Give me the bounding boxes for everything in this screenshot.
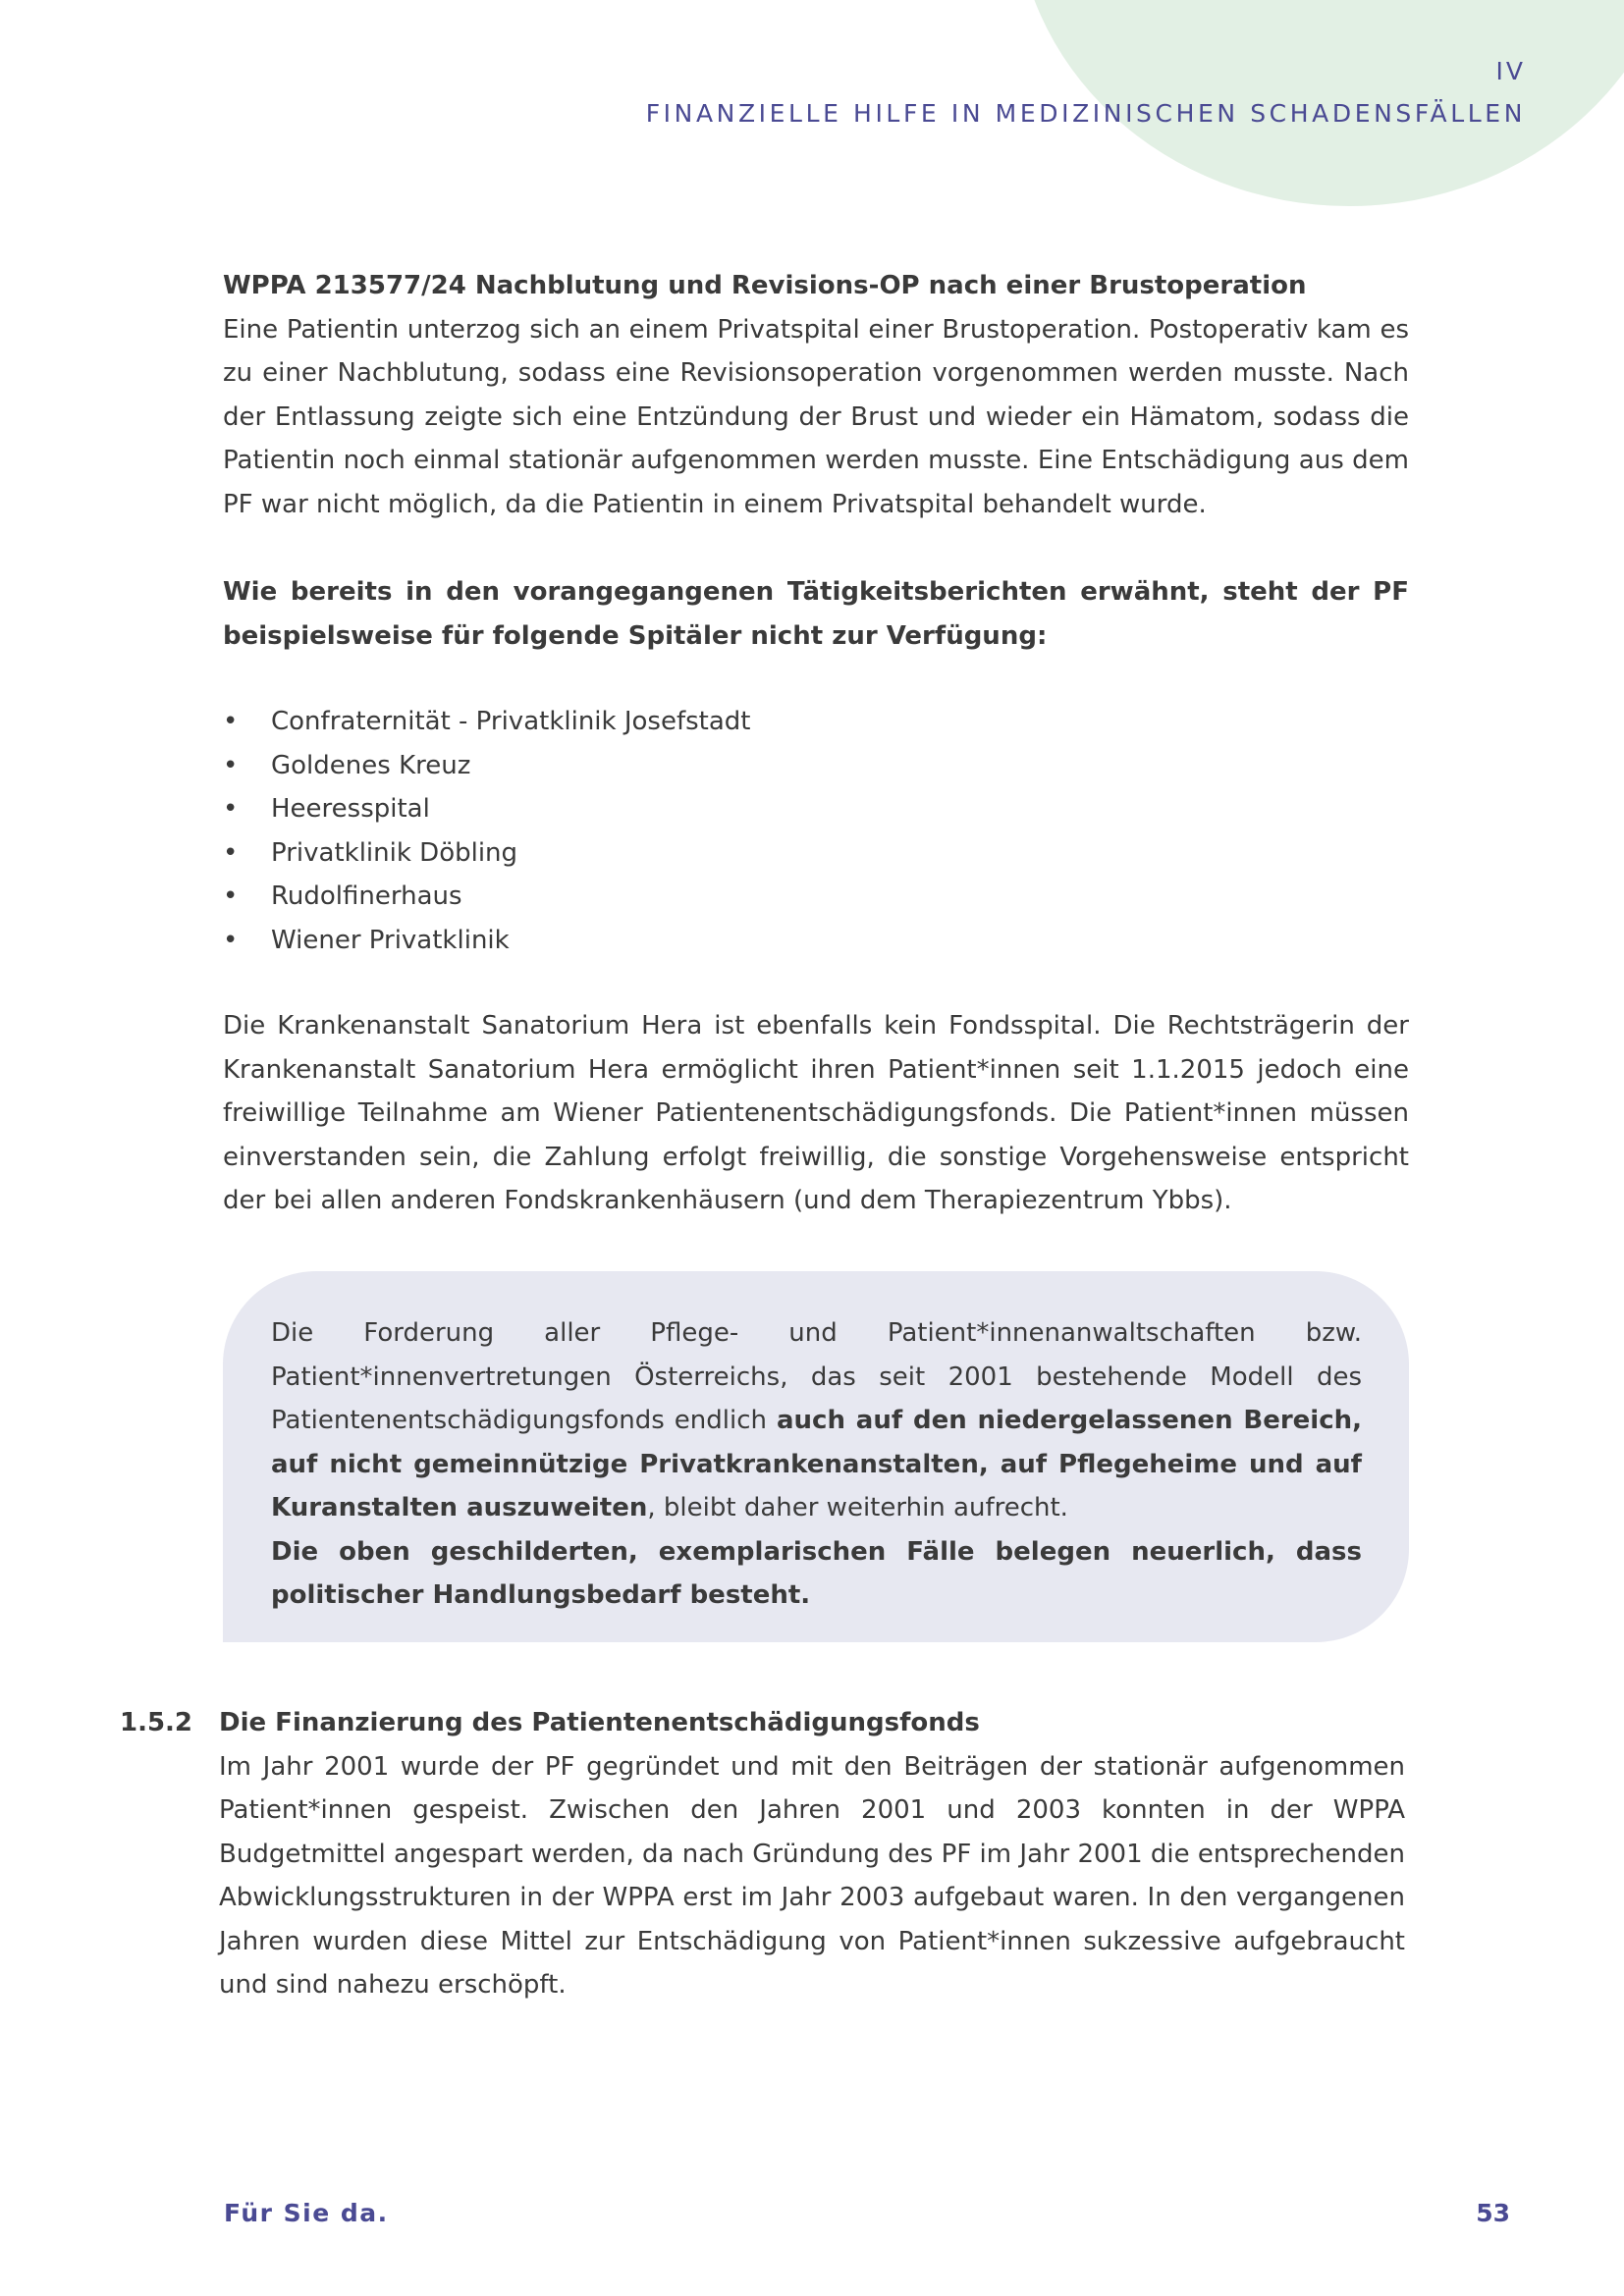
list-item: • Rudolfinerhaus xyxy=(223,875,1409,919)
list-item: • Goldenes Kreuz xyxy=(223,744,1409,788)
list-item: • Privatklinik Döbling xyxy=(223,831,1409,876)
hera-paragraph: Die Krankenanstalt Sanatorium Hera ist ebenfalls kein Fondsspital. Die Rechtsträgerin der Krankenanstalt Sanatorium Hera ermöglicht ihren Patient*innen seit 1.1.2015 jedoch eine freiwillige Teilnahme am Wiener Patientenentschädigungsfonds. Die Patient*innen müssen einverstanden sein, die Zahlung erfolgt freiwillig, die sonstige Vorgehensweise entspricht der bei allen anderen Fondskrankenhäusern (und dem Therapiezentrum Ybbs). xyxy=(223,1011,1409,1215)
section-title: Die Finanzierung des Patientenentschädigungsfonds xyxy=(219,1708,980,1737)
section-number: 1.5.2 xyxy=(120,1708,193,1737)
list-item: • Confraternität - Privatklinik Josefstadt xyxy=(223,700,1409,744)
hospital-intro: Wie bereits in den vorangegangenen Tätigkeitsberichten erwähnt, steht der PF beispielsweise für folgende Spitäler nicht zur Verfügung: xyxy=(223,577,1409,651)
callout-conclusion: Die oben geschilderten, exemplarischen Fälle belegen neuerlich, dass politischer Handlungsbedarf besteht. xyxy=(271,1536,1362,1610)
case-body: Eine Patientin unterzog sich an einem Privatspital einer Brustoperation. Postoperativ kam es zu einer Nachblutung, sodass eine Revisionsoperation vorgenommen werden musste. Nach der Entlassung zeigte sich eine Entzündung der Brust und wieder ein Hämatom, sodass die Patientin noch einmal stationär aufgenommen werden musste. Eine Entschädigung aus dem PF war nicht möglich, da die Patientin in einem Privatspital behandelt wurde. xyxy=(223,314,1409,519)
callout-text-emphasis: auch auf den niedergelassenen Bereich, auf nicht gemeinnützige Privatkrankenanstalten, auf Pflegeheime und auf Kuranstalten auszuweiten xyxy=(271,1406,1362,1522)
hospital-list xyxy=(223,700,1409,962)
footer-slogan: Für Sie da. xyxy=(224,2199,389,2227)
financing-section xyxy=(219,1701,1405,2007)
callout-text xyxy=(271,1311,1362,1530)
chapter-title: FINANZIELLE HILFE IN MEDIZINISCHEN SCHADENSFÄLLEN xyxy=(645,99,1526,128)
callout-box xyxy=(223,1271,1409,1642)
section-body: Im Jahr 2001 wurde der PF gegründet und mit den Beiträgen der stationär aufgenommen Patient*innen gespeist. Zwischen den Jahren 2001 und 2003 konnten in der WPPA Budgetmittel angespart werden, da nach Gründung des PF im Jahr 2001 die entsprechenden Abwicklungsstrukturen in der WPPA erst im Jahr 2003 aufgebaut waren. In den vergangenen Jahren wurden diese Mittel zur Entschädigung von Patient*innen sukzessive aufgebraucht und sind nahezu erschöpft. xyxy=(219,1751,1405,2000)
list-item: • Wiener Privatklinik xyxy=(223,919,1409,963)
case-block xyxy=(223,264,1409,526)
chapter-number: IV xyxy=(1495,57,1526,85)
callout-text-start: Die Forderung aller Pflege- und Patient*innenanwaltschaften bzw. Patient*innenvertretungen Österreichs, das seit 2001 bestehende Modell des Patientenentschädigungsfonds endlich xyxy=(271,1318,1362,1435)
page-header xyxy=(646,57,1526,128)
case-heading: WPPA 213577/24 Nachblutung und Revisions-OP nach einer Brustoperation xyxy=(223,271,1307,300)
page-number: 53 xyxy=(1476,2199,1510,2227)
callout-text-end: , bleibt daher weiterhin aufrecht. xyxy=(647,1493,1068,1522)
list-item: • Heeresspital xyxy=(223,787,1409,831)
